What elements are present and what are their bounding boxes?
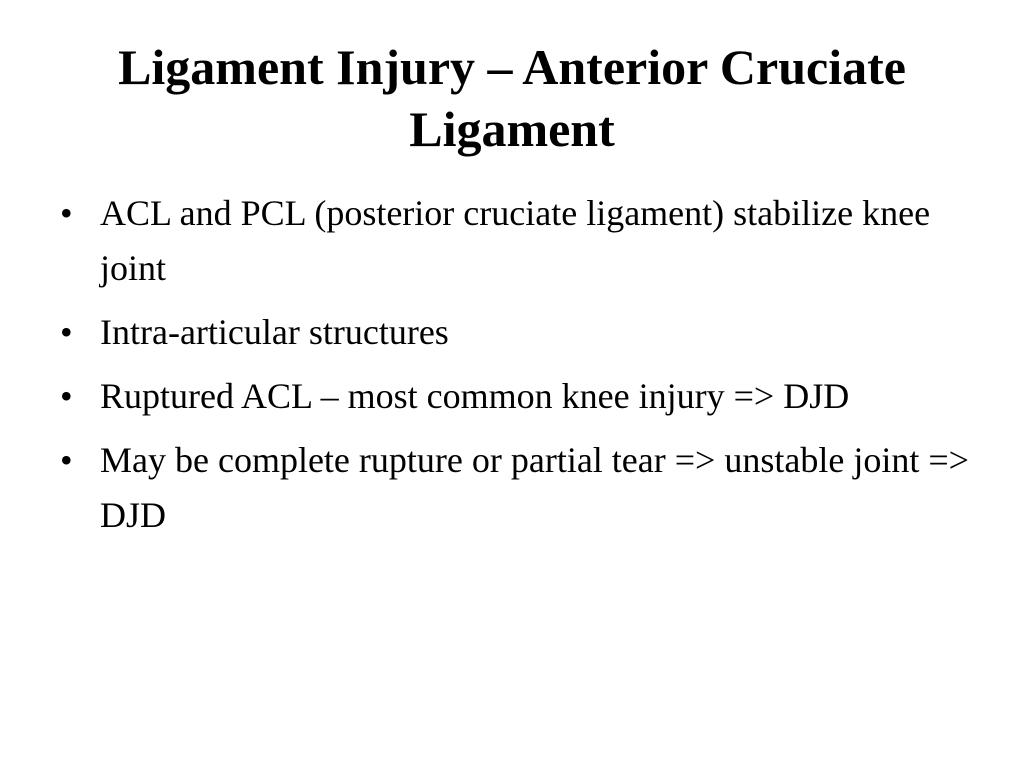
bullet-marker: • (60, 193, 73, 233)
bullet-item (56, 433, 976, 543)
bullet-marker: • (60, 440, 73, 480)
slide-title: Ligament Injury – Anterior Cruciate Ligament (118, 39, 906, 157)
bullet-text: May be complete rupture or partial tear => unstable joint => DJD (100, 440, 969, 535)
bullet-text: Ruptured ACL – most common knee injury => DJD (100, 376, 850, 416)
bullet-text: ACL and PCL (posterior cruciate ligament) stabilize knee joint (100, 193, 931, 288)
bullet-marker: • (60, 312, 73, 352)
bullet-item (56, 186, 976, 296)
bullet-list (56, 186, 976, 552)
bullet-marker: • (60, 376, 73, 416)
bullet-item (56, 369, 976, 424)
bullet-item (56, 305, 976, 360)
bullet-text: Intra-articular structures (100, 312, 449, 352)
